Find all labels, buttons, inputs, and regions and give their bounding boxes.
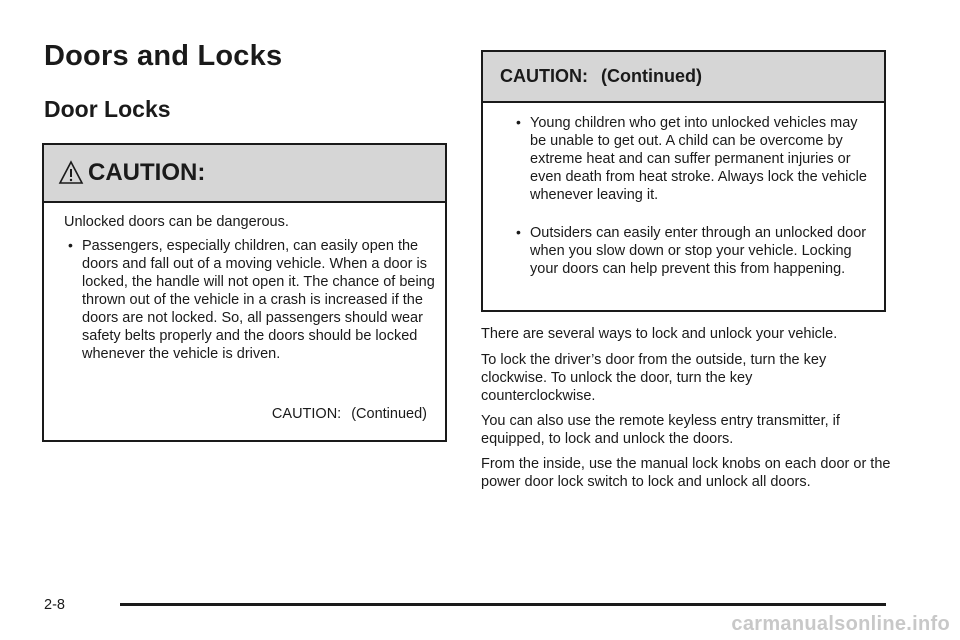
caution-continued-header (483, 52, 884, 103)
warning-triangle-icon (58, 160, 84, 186)
body-paragraph: To lock the driver’s door from the outside, turn the key clockwise. To unlock the door, turn the key counterclockwise. (481, 352, 827, 404)
page-title: Doors and Locks (44, 40, 283, 72)
body-paragraph: There are several ways to lock and unlock your vehicle. (481, 326, 838, 342)
caution-heading: CAUTION: (88, 159, 206, 186)
watermark: carmanualsonline.info (731, 613, 950, 635)
caution-continued-heading: CAUTION: (Continued) (500, 66, 702, 86)
caution-bullet: • Outsiders can easily enter through an unlocked door when you slow down or stop your vehicle. Locking your doors can help prevent this from happening. (530, 224, 875, 278)
section-title: Door Locks (44, 96, 171, 122)
footer-rule (120, 603, 886, 606)
caution-bullet: • Young children who get into unlocked vehicles may be unable to get out. A child can be overcome by extreme heat and can suffer permanent injuries or even death from heat stroke. Always lock the vehicle whenever leaving it. (530, 114, 875, 204)
caution-continued-label: CAUTION: (Continued) (271, 406, 427, 422)
caution-header (44, 145, 445, 203)
body-paragraph: From the inside, use the manual lock knobs on each door or the power door lock switch to lock and unlock all doors. (481, 456, 891, 490)
page-number: 2-8 (44, 597, 65, 613)
caution-bullet: • Passengers, especially children, can easily open the doors and fall out of a moving vehicle. When a door is locked, the handle will not open it. The chance of being thrown out of the vehicle in a crash is increased if the doors are not locked. So, all passengers should wear safety belts properly and the doors should be locked whenever the vehicle is driven. (82, 237, 440, 363)
body-paragraph: You can also use the remote keyless entry transmitter, if equipped, to lock and unlock the doors. (481, 413, 840, 447)
caution-box (42, 143, 447, 442)
caution-continued-box (481, 50, 886, 312)
caution-intro: Unlocked doors can be dangerous. (64, 214, 289, 230)
